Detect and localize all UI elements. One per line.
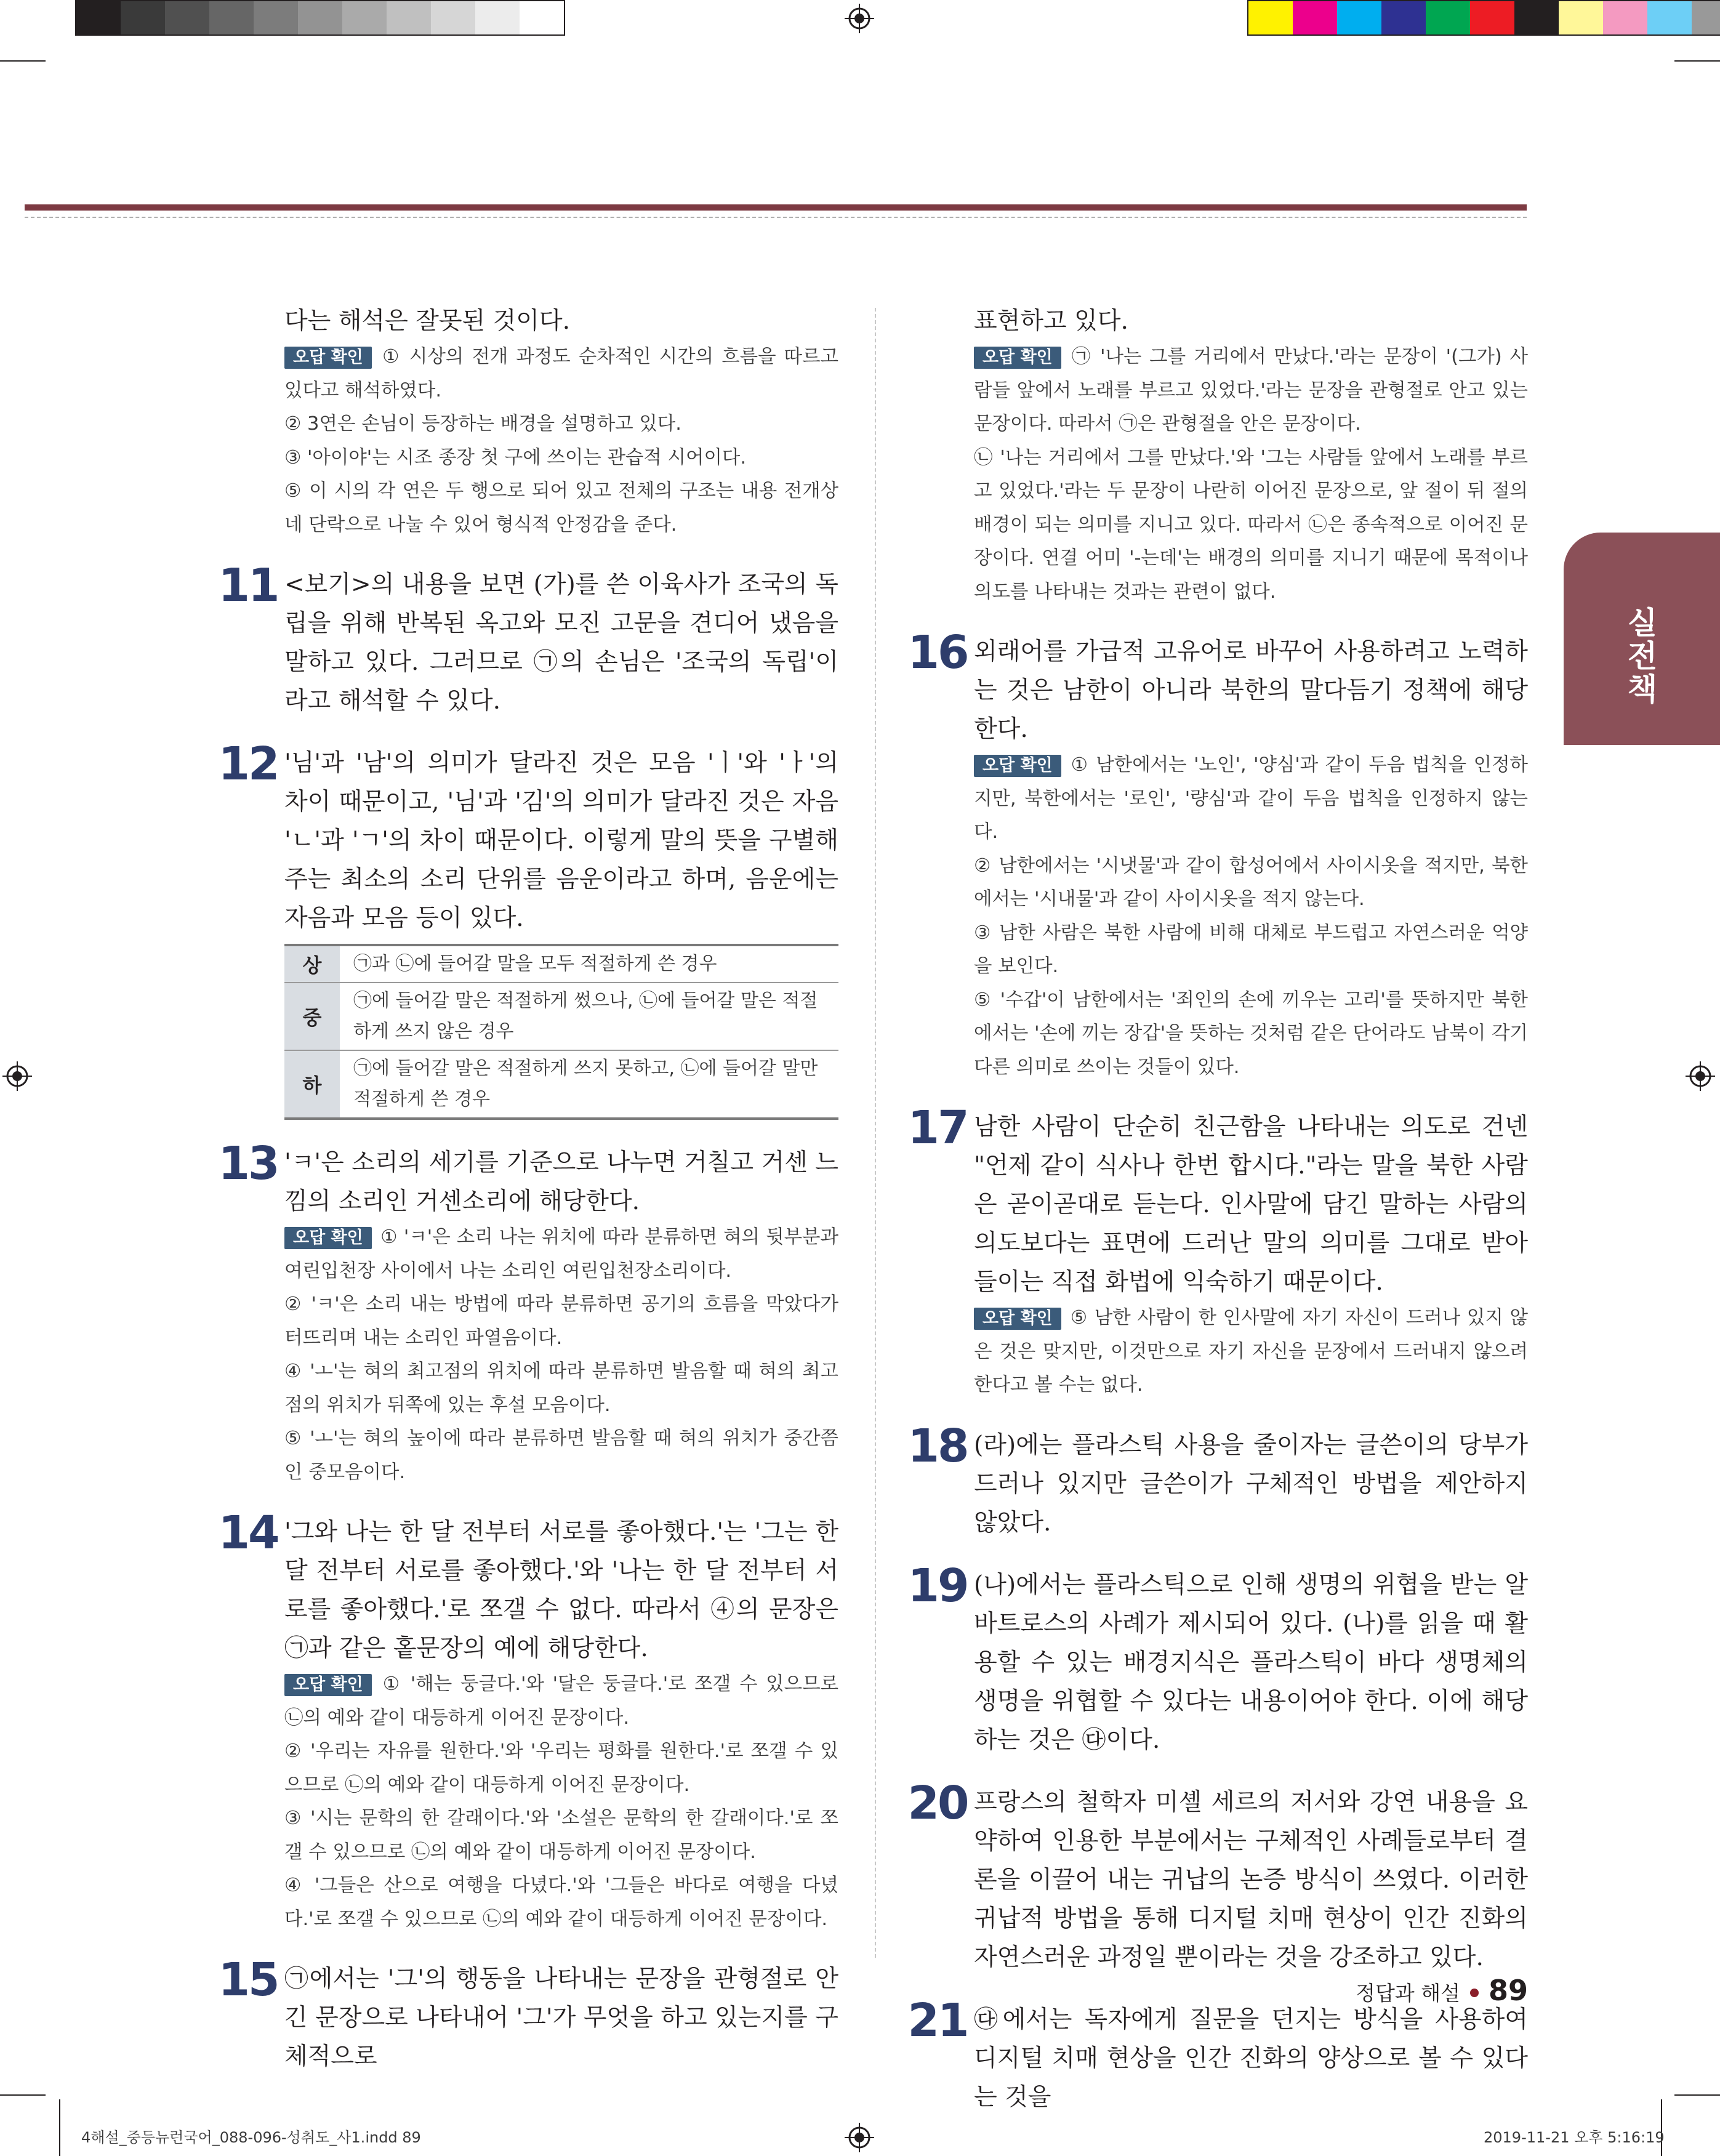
question-number: 14 (218, 1506, 278, 1559)
answer-text: ㉰에서는 독자에게 질문을 던지는 방식을 사용하여 디지털 치매 현상을 인간 진화의 양상으로 볼 수 있다는 것을 (974, 2005, 1528, 2111)
print-slug-file: 4해설_중등뉴런국어_088-096-성취도_사1.indd 89 (81, 2129, 421, 2146)
answer-text: <보기>의 내용을 보면 (가)를 쓴 이육사가 조국의 독립을 위해 반복된 옥고와 모진 고문을 견디어 냈음을 말하고 있다. 그러므로 ㉠의 손님은 '조국의 독립'이라고 해석할 수 있다. (284, 571, 838, 715)
question-21 (907, 1993, 1528, 2117)
wrong-answer-check: 오답 확인 ① 시상의 전개 과정도 순차적인 시간의 흐름을 따르고 있다고 해석하였다. (284, 346, 838, 401)
header-dashed-rule (25, 217, 1527, 218)
grade-row: 상 ㉠과 ㉡에 들어갈 말을 모두 적절하게 쓴 경우 (284, 945, 838, 983)
crop-mark (59, 2099, 60, 2156)
question-19 (907, 1559, 1528, 1760)
crop-mark (1674, 60, 1720, 62)
question-11 (218, 559, 838, 720)
wrong-check-tag: 오답 확인 (284, 1674, 372, 1696)
wrong-answer-check: 오답 확인 ㉠ '나는 그를 거리에서 만났다.'라는 문장이 '(그가) 사람들 앞에서 노래를 부르고 있었다.'라는 문장을 관형절로 안고 있는 문장이다. 따라서 ㉠은 관형절을 안은 문장이다. (974, 346, 1528, 435)
grading-table (284, 944, 838, 1120)
left-column (218, 302, 838, 2099)
registration-mark-right (1686, 1061, 1715, 1091)
answer-text: (나)에서는 플라스틱으로 인해 생명의 위협을 받는 알바트로스의 사례가 제시되어 있다. (나)를 읽을 때 활용할 수 있는 배경지식은 플라스틱이 바다 생명체의 생명을 위협할 수 있다는 내용이어야 한다. 이에 해당하는 것은 ㉰이다. (974, 1571, 1528, 1754)
question-16: 16 외래어를 가급적 고유어로 바꾸어 사용하려고 노력하는 것은 남한이 아니라 북한의 말다듬기 정책에 해당한다. 오답 확인 ① 남한에서는 '노인', '양심'과 같이 두음 법칙을 인정하지만, 북한에서는 '로인', '량심'과 같이 두음 법칙을 인정하지 않는다. ② 남한에서는 '시냇물'과 같이 합성어에서 사이시옷을 적지만, 북한에서는 '시내물'과 같이 사이시옷을 적지 않는다. ③ 남한 사람은 북한 사람에 비해 대체로 부드럽고 자연스러운 억양을 보인다. ⑤ '수갑'이 남한에서는 '죄인의 손에 끼우는 고리'를 뜻하지만 북한에서는 '손에 끼는 장갑'을 뜻하는 것처럼 같은 단어라도 남북이 각기 다른 의미로 쓰이는 것들이 있다. (907, 626, 1528, 1078)
continued-item: 표현하고 있다. 오답 확인 ㉠ '나는 그를 거리에서 만났다.'라는 문장이 '(그가) 사람들 앞에서 노래를 부르고 있었다.'라는 문장을 관형절로 안고 있는 문장이다. 따라서 ㉠은 관형절을 안은 문장이다. ㉡ '나는 거리에서 그를 만났다.'와 '그는 사람들 앞에서 노래를 부르고 있었다.'라는 두 문장이 나란히 이어진 문장으로, 앞 절이 뒤 절의 배경이 되는 의미를 지니고 있다. 따라서 ㉡은 종속적으로 이어진 문장이다. 연결 어미 '-는데'는 배경의 의미를 지니기 때문에 목적이나 의도를 나타내는 것과는 관련이 없다. (974, 307, 1528, 603)
crop-mark (0, 60, 46, 62)
answer-text: ㉠에서는 '그'의 행동을 나타내는 문장을 관형절로 안긴 문장으로 나타내어 '그'가 무엇을 하고 있는지를 구체적으로 (284, 1965, 838, 2070)
answer-text: 남한 사람이 단순히 친근함을 나타내는 의도로 건넨 "언제 같이 식사나 한번 합시다."라는 말을 북한 사람은 곧이곧대로 듣는다. 인사말에 담긴 말하는 사람의 의도보다는 표면에 드러난 말의 의미를 그대로 받아들이는 직접 화법에 익숙하기 때문이다. (974, 1113, 1528, 1296)
answer-text: (라)에는 플라스틱 사용을 줄이자는 글쓴이의 당부가 드러나 있지만 글쓴이가 구체적인 방법을 제안하지 않았다. (974, 1431, 1528, 1537)
question-number: 12 (218, 738, 278, 790)
question-12 (218, 738, 838, 1120)
question-number: 20 (907, 1776, 968, 1830)
page-number: 89 (1488, 1974, 1528, 2007)
wrong-check-tag: 오답 확인 (974, 347, 1061, 369)
page-footer: 정답과 해설 89 (1356, 1974, 1528, 2007)
wrong-answer-check: 오답 확인 ⑤ 남한 사람이 한 인사말에 자기 자신이 드러나 있지 않은 것은 맞지만, 이것만으로 자기 자신을 문장에서 드러내지 않으려 한다고 볼 수는 없다. (974, 1307, 1528, 1396)
question-number: 16 (907, 626, 968, 679)
answer-text: '님'과 '남'의 의미가 달라진 것은 모음 'ㅣ'와 'ㅏ'의 차이 때문이고, '님'과 '김'의 의미가 달라진 것은 자음 'ㄴ'과 'ㄱ'의 차이 때문이다. 이렇게 말의 뜻을 구별해 주는 최소의 소리 단위를 음운이라고 하며, 음운에는 자음과 모음 등이 있다. (284, 749, 838, 932)
question-number: 13 (218, 1137, 278, 1190)
bullet-dot-icon (1470, 1989, 1479, 1997)
question-number: 15 (218, 1953, 278, 2006)
answer-text: 'ㅋ'은 소리의 세기를 기준으로 나누면 거칠고 거센 느낌의 소리인 거센소리에 해당한다. (284, 1149, 838, 1215)
wrong-check-tag: 오답 확인 (974, 755, 1061, 777)
crop-mark (0, 2094, 46, 2096)
question-number: 17 (907, 1101, 968, 1154)
question-number: 11 (218, 559, 278, 612)
question-14: 14 '그와 나는 한 달 전부터 서로를 좋아했다.'는 '그는 한 달 전부터 서로를 좋아했다.'와 '나는 한 달 전부터 서로를 좋아했다.'로 쪼갤 수 없다. 따라서 ④의 문장은 ㉠과 같은 홑문장의 예에 해당한다. 오답 확인 ① '해는 둥글다.'와 '달은 둥글다.'로 쪼갤 수 있으므로 ㉡의 예와 같이 대등하게 이어진 문장이다. ② '우리는 자유를 원한다.'와 '우리는 평화를 원한다.'로 쪼갤 수 있으므로 ㉡의 예와 같이 대등하게 이어진 문장이다. ③ '시는 문학의 한 갈래이다.'와 '소설은 문학의 한 갈래이다.'로 쪼갤 수 있으므로 ㉡의 예와 같이 대등하게 이어진 문장이다. ④ '그들은 산으로 여행을 다녔다.'와 '그들은 바다로 여행을 다녔다.'로 쪼갤 수 있으므로 ㉡의 예와 같이 대등하게 이어진 문장이다. (218, 1506, 838, 1930)
column-divider (875, 308, 876, 1958)
question-13: 13 'ㅋ'은 소리의 세기를 기준으로 나누면 거칠고 거센 느낌의 소리인 거센소리에 해당한다. 오답 확인 ① 'ㅋ'은 소리 나는 위치에 따라 분류하면 혀의 뒷부분과 여린입천장 사이에서 나는 소리인 여린입천장소리이다. ② 'ㅋ'은 소리 내는 방법에 따라 분류하면 공기의 흐름을 막았다가 터뜨리며 내는 소리인 파열음이다. ④ 'ㅗ'는 혀의 최고점의 위치에 따라 분류하면 발음할 때 혀의 최고점의 위치가 뒤쪽에 있는 후설 모음이다. ⑤ 'ㅗ'는 혀의 높이에 따라 분류하면 발음할 때 혀의 위치가 중간쯤인 중모음이다. (218, 1137, 838, 1483)
answer-text: '그와 나는 한 달 전부터 서로를 좋아했다.'는 '그는 한 달 전부터 서로를 좋아했다.'와 '나는 한 달 전부터 서로를 좋아했다.'로 쪼갤 수 없다. 따라서 ④의 문장은 ㉠과 같은 홑문장의 예에 해당한다. (284, 1518, 838, 1662)
wrong-check-tag: 오답 확인 (974, 1308, 1061, 1330)
question-15 (218, 1953, 838, 2076)
question-number: 19 (907, 1559, 968, 1612)
question-18 (907, 1419, 1528, 1542)
question-17 (907, 1101, 1528, 1402)
registration-mark-top (845, 4, 874, 33)
print-slug-date: 2019-11-21 오후 5:16:19 (1484, 2129, 1665, 2146)
registration-mark-left (2, 1061, 32, 1091)
wrong-answer-check: 오답 확인 ① 'ㅋ'은 소리 나는 위치에 따라 분류하면 혀의 뒷부분과 여린입천장 사이에서 나는 소리인 여린입천장소리이다. (284, 1226, 838, 1282)
color-bar (1247, 0, 1720, 36)
right-column (907, 302, 1528, 2140)
wrong-answer-check: 오답 확인 ① '해는 둥글다.'와 '달은 둥글다.'로 쪼갤 수 있으므로 ㉡의 예와 같이 대등하게 이어진 문장이다. (284, 1673, 838, 1729)
header-rule (25, 204, 1527, 211)
answer-text: 외래어를 가급적 고유어로 바꾸어 사용하려고 노력하는 것은 남한이 아니라 북한의 말다듬기 정책에 해당한다. (974, 638, 1528, 743)
section-side-tab: 실전책 (1564, 533, 1720, 745)
wrong-check-tag: 오답 확인 (284, 1227, 372, 1249)
grade-row: 중 ㉠에 들어갈 말은 적절하게 썼으나, ㉡에 들어갈 말은 적절하게 쓰지 않은 경우 (284, 983, 838, 1050)
question-number: 21 (907, 1993, 968, 2047)
crop-mark (1674, 2094, 1720, 2096)
wrong-check-tag: 오답 확인 (284, 347, 372, 369)
registration-mark-bottom (845, 2123, 874, 2152)
continued-item: 다는 해석은 잘못된 것이다. 오답 확인 ① 시상의 전개 과정도 순차적인 시간의 흐름을 따르고 있다고 해석하였다. ② 3연은 손님이 등장하는 배경을 설명하고 있다. ③ '아이야'는 시조 종장 첫 구에 쓰이는 관습적 시어이다. ⑤ 이 시의 각 연은 두 행으로 되어 있고 전체의 구조는 내용 전개상 네 단락으로 나눌 수 있어 형식적 안정감을 준다. (284, 307, 838, 536)
answer-text: 프랑스의 철학자 미셸 세르의 저서와 강연 내용을 요약하여 인용한 부분에서는 구체적인 사례들로부터 결론을 이끌어 내는 귀납의 논증 방식이 쓰였다. 이러한 귀납적 방법을 통해 디지털 치매 현상이 인간 진화의 자연스러운 과정일 뿐이라는 것을 강조하고 있다. (974, 1788, 1528, 1971)
question-number: 18 (907, 1419, 968, 1473)
grayscale-bar (75, 0, 565, 36)
wrong-answer-check: 오답 확인 ① 남한에서는 '노인', '양심'과 같이 두음 법칙을 인정하지만, 북한에서는 '로인', '량심'과 같이 두음 법칙을 인정하지 않는다. (974, 754, 1528, 843)
grade-row: 하 ㉠에 들어갈 말은 적절하게 쓰지 못하고, ㉡에 들어갈 말만 적절하게 쓴 경우 (284, 1050, 838, 1119)
question-20 (907, 1776, 1528, 1977)
